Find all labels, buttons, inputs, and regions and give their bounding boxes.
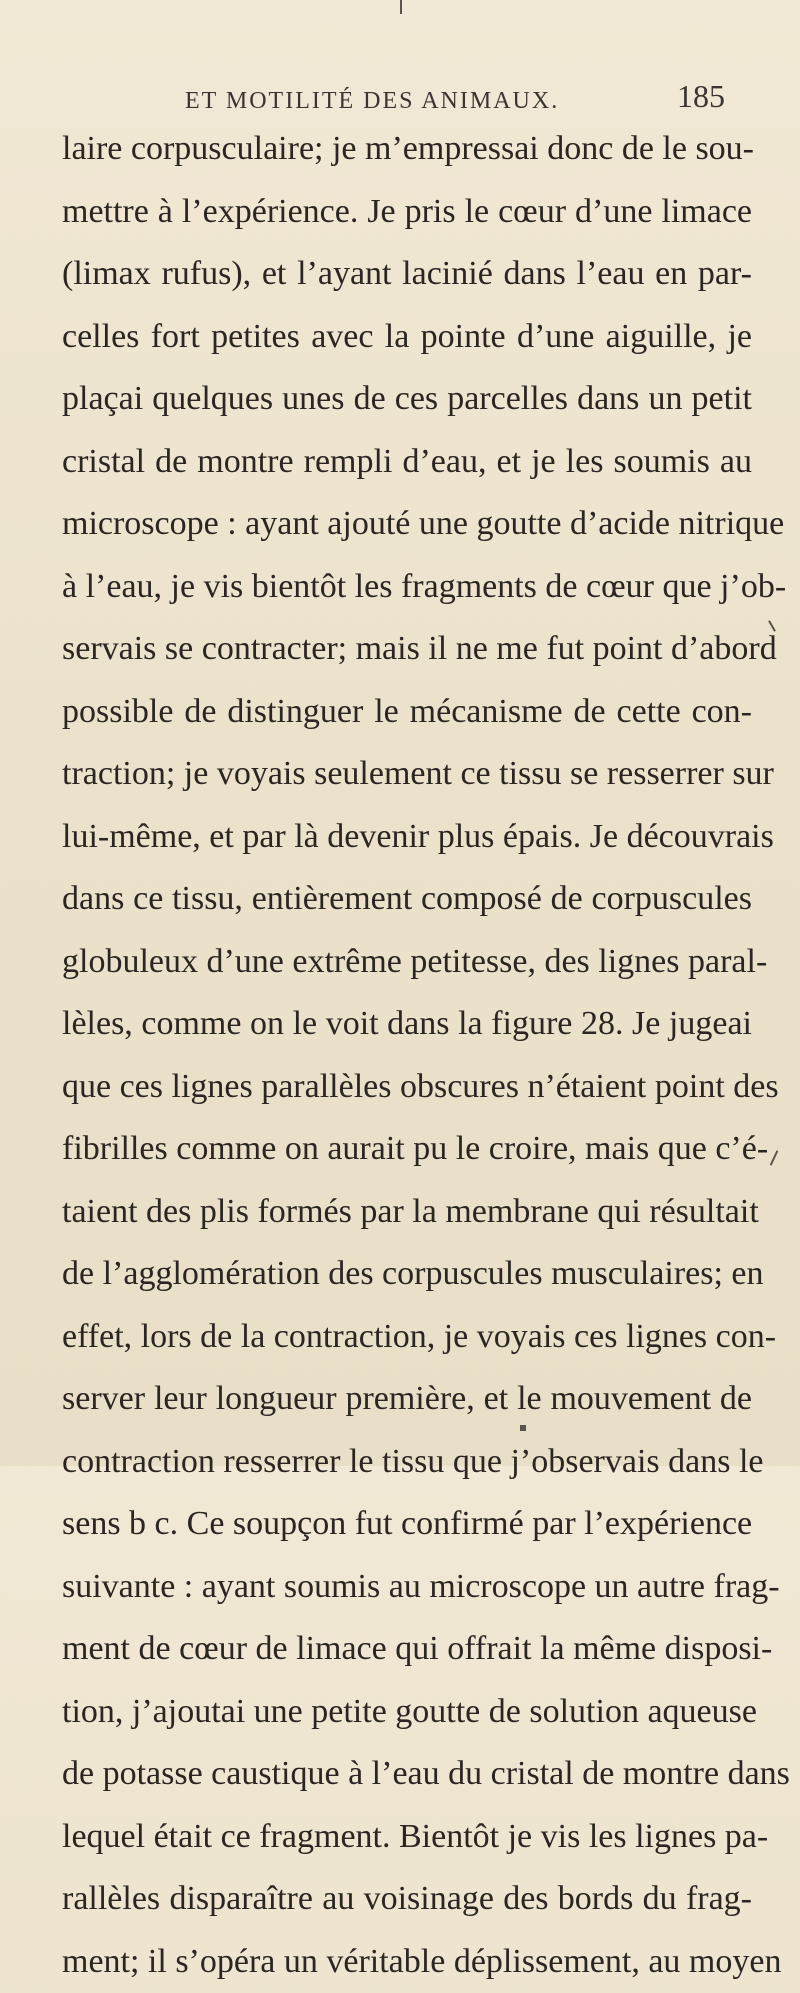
text-line: à l’eau, je vis bientôt les fragments de cœur que j’ob-	[62, 556, 752, 619]
text-line: fibrilles comme on aurait pu le croire, mais que c’é-	[62, 1118, 752, 1181]
text-line: suivante : ayant soumis au microscope un autre frag-	[62, 1556, 752, 1619]
text-line: lui-même, et par là devenir plus épais. Je découvrais	[62, 806, 752, 869]
text-line: rallèles disparaître au voisinage des bords du frag-	[62, 1868, 752, 1931]
text-line: de l’agglomération des corpuscules musculaires; en	[62, 1243, 752, 1306]
text-line: taient des plis formés par la membrane qui résultait	[62, 1181, 752, 1244]
text-line: laire corpusculaire; je m’empressai donc de le sou-	[62, 118, 752, 181]
text-line: microscope : ayant ajouté une goutte d’acide nitrique	[62, 493, 752, 556]
text-line: server leur longueur première, et le mouvement de	[62, 1368, 752, 1431]
scan-speck	[520, 1425, 526, 1431]
running-title: ET MOTILITÉ DES ANIMAUX.	[185, 88, 559, 115]
body-text	[62, 118, 752, 1993]
page-number: 185	[677, 78, 725, 115]
text-line: traction; je voyais seulement ce tissu se resserrer sur	[62, 743, 752, 806]
text-line: ment; il s’opéra un véritable déplissement, au moyen	[62, 1931, 752, 1993]
text-line: lequel était ce fragment. Bientôt je vis les lignes pa-	[62, 1806, 752, 1869]
text-line: servais se contracter; mais il ne me fut point d’abord	[62, 618, 752, 681]
text-line: cristal de montre rempli d’eau, et je les soumis au	[62, 431, 752, 494]
scan-speck	[770, 1150, 779, 1165]
text-line: celles fort petites avec la pointe d’une aiguille, je	[62, 306, 752, 369]
text-line: mettre à l’expérience. Je pris le cœur d’une limace	[62, 181, 752, 244]
text-line: globuleux d’une extrême petitesse, des lignes paral-	[62, 931, 752, 994]
text-line: ment de cœur de limace qui offrait la même disposi-	[62, 1618, 752, 1681]
text-line: sens b c. Ce soupçon fut confirmé par l’expérience	[62, 1493, 752, 1556]
text-line: contraction resserrer le tissu que j’observais dans le	[62, 1431, 752, 1494]
text-line: dans ce tissu, entièrement composé de corpuscules	[62, 868, 752, 931]
text-line: que ces lignes parallèles obscures n’étaient point des	[62, 1056, 752, 1119]
text-line: effet, lors de la contraction, je voyais ces lignes con-	[62, 1306, 752, 1369]
text-line: lèles, comme on le voit dans la figure 28. Je jugeai	[62, 993, 752, 1056]
scan-speck	[400, 0, 402, 14]
text-line: plaçai quelques unes de ces parcelles dans un petit	[62, 368, 752, 431]
text-line: possible de distinguer le mécanisme de cette con-	[62, 681, 752, 744]
text-line: de potasse caustique à l’eau du cristal de montre dans	[62, 1743, 752, 1806]
text-line: (limax rufus), et l’ayant lacinié dans l’eau en par-	[62, 243, 752, 306]
text-line: tion, j’ajoutai une petite goutte de solution aqueuse	[62, 1681, 752, 1744]
